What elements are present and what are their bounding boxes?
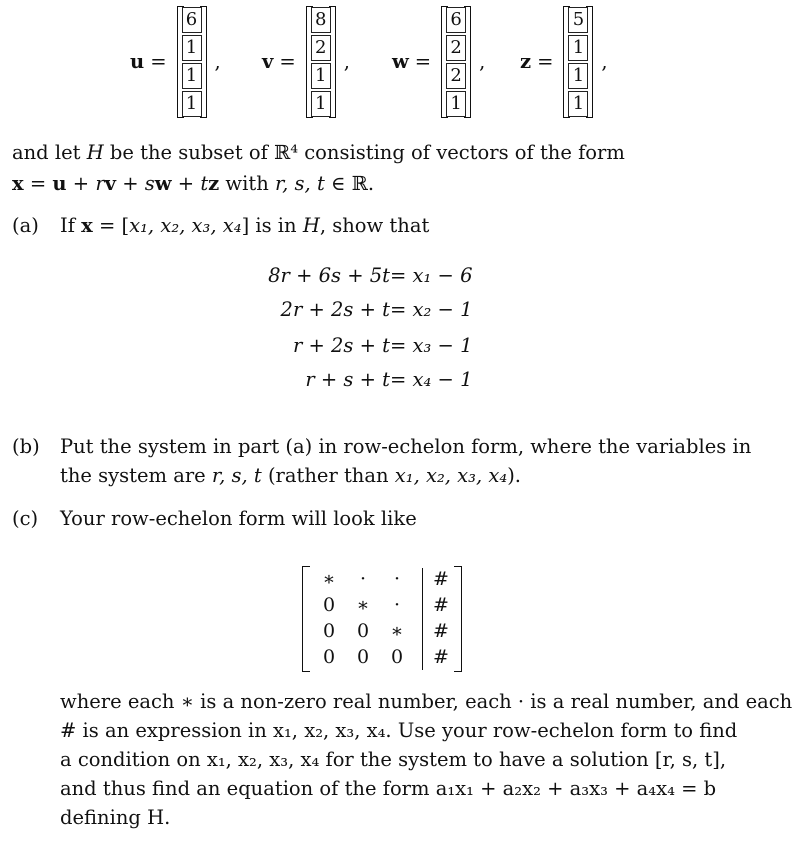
vector-w bbox=[392, 6, 485, 118]
equals-sign: = bbox=[279, 50, 296, 74]
vector-entry: 2 bbox=[446, 35, 466, 61]
part-c-para-line-4: and thus find an equation of the form a₁x₁ + a₂x₂ + a₃x₃ + a₄x₄ = b bbox=[60, 777, 717, 800]
part-a-text-span: If bbox=[60, 214, 82, 237]
matrix-cell: · bbox=[359, 568, 367, 590]
math-op: + bbox=[66, 172, 96, 195]
part-c-para-line-3: a condition on x₁, x₂, x₃, x₄ for the system to have a solution [r, s, t], bbox=[60, 748, 727, 771]
scalar: s bbox=[144, 172, 155, 195]
vector-symbol: x bbox=[81, 214, 93, 237]
matrix-cell: 0 bbox=[356, 646, 370, 668]
vector-entry: 1 bbox=[182, 63, 202, 89]
vector-name: u bbox=[130, 50, 145, 74]
vector-entry: 1 bbox=[568, 91, 588, 117]
variables: x₁, x₂, x₃, x₄ bbox=[129, 214, 242, 237]
part-c-line-1: Your row-echelon form will look like bbox=[60, 507, 417, 530]
equation-4 bbox=[260, 368, 510, 391]
equation-1 bbox=[260, 264, 510, 287]
vector-entry: 1 bbox=[311, 91, 331, 117]
matrix-cell: 0 bbox=[322, 594, 336, 616]
vector-entry: 1 bbox=[446, 91, 466, 117]
part-c-para-line-1: where each ∗ is a non-zero real number, each · is a real number, and each bbox=[60, 690, 793, 713]
intro-line-1 bbox=[12, 141, 625, 164]
intro-text: ∈ ℝ. bbox=[324, 172, 375, 195]
part-a-text-span: , show that bbox=[319, 214, 430, 237]
part-a-text bbox=[60, 214, 429, 237]
vector-entry: 2 bbox=[446, 63, 466, 89]
vector-symbol: z bbox=[208, 172, 220, 195]
math-op: = bbox=[23, 172, 53, 195]
matrix-cell: 0 bbox=[322, 620, 336, 642]
matrix-hash-cell: # bbox=[433, 568, 449, 590]
intro-text: with bbox=[219, 172, 275, 195]
matrix-cell: · bbox=[393, 568, 401, 590]
part-a-text-span: ] is in bbox=[241, 214, 303, 237]
vector-z bbox=[520, 6, 608, 118]
column-vector bbox=[177, 6, 207, 118]
set-symbol: H bbox=[302, 214, 320, 237]
vector-entry: 1 bbox=[182, 91, 202, 117]
matrix-hash-cell: # bbox=[433, 620, 449, 642]
column-vector bbox=[306, 6, 336, 118]
math-op: + bbox=[171, 172, 201, 195]
vector-entry: 1 bbox=[568, 63, 588, 89]
vector-u bbox=[130, 6, 221, 118]
part-c-para-line-2: # is an expression in x₁, x₂, x₃, x₄. Use your row-echelon form to find bbox=[60, 719, 738, 742]
equals-sign: = bbox=[537, 50, 554, 74]
scalar: r bbox=[95, 172, 105, 195]
equation-3 bbox=[260, 334, 510, 357]
matrix-row bbox=[312, 568, 414, 594]
column-vector bbox=[441, 6, 471, 118]
vector-symbol: v bbox=[104, 172, 116, 195]
vector-entry: 1 bbox=[568, 35, 588, 61]
variables: r, s, t bbox=[211, 464, 262, 487]
matrix-cell: 0 bbox=[390, 646, 404, 668]
part-a-label: (a) bbox=[12, 214, 39, 237]
vector-symbol: w bbox=[154, 172, 172, 195]
intro-line-2 bbox=[12, 172, 374, 195]
part-b-text: the system are bbox=[60, 464, 212, 487]
separator: , bbox=[601, 50, 608, 74]
vector-symbol: u bbox=[52, 172, 67, 195]
part-c-label: (c) bbox=[12, 507, 39, 530]
intro-text: be the subset of ℝ⁴ consisting of vectors of the form bbox=[103, 141, 625, 164]
equation-lhs: r + s + t bbox=[305, 368, 390, 391]
matrix-cell: ∗ bbox=[322, 568, 336, 590]
equation-lhs: r + 2s + t bbox=[292, 334, 390, 357]
vector-entry: 2 bbox=[311, 35, 331, 61]
vector-entry: 1 bbox=[182, 35, 202, 61]
vector-entry: 6 bbox=[446, 7, 466, 33]
equation-2 bbox=[260, 298, 510, 321]
vector-name: v bbox=[262, 50, 274, 74]
column-vector bbox=[563, 6, 593, 118]
matrix-row bbox=[312, 620, 414, 646]
left-bracket bbox=[302, 566, 310, 672]
matrix-row bbox=[312, 594, 414, 620]
matrix-cell: 0 bbox=[322, 646, 336, 668]
matrix-cell: · bbox=[393, 594, 401, 616]
part-b-line-1: Put the system in part (a) in row-echelon form, where the variables in bbox=[60, 435, 752, 458]
matrix-hash-cell: # bbox=[433, 594, 449, 616]
part-b-line-2 bbox=[60, 464, 521, 487]
separator: , bbox=[214, 50, 221, 74]
augment-separator bbox=[422, 568, 423, 670]
equation-rhs: = x₂ − 1 bbox=[390, 298, 473, 321]
vector-entry: 1 bbox=[311, 63, 331, 89]
matrix-cell: ∗ bbox=[356, 594, 370, 616]
vector-definitions bbox=[0, 6, 803, 118]
scalar: t bbox=[200, 172, 209, 195]
equals-sign: = bbox=[150, 50, 167, 74]
vector-symbol: x bbox=[12, 172, 24, 195]
part-b-text: (rather than bbox=[261, 464, 395, 487]
matrix-hash-cell: # bbox=[433, 646, 449, 668]
vector-entry: 5 bbox=[568, 7, 588, 33]
equation-rhs: = x₃ − 1 bbox=[390, 334, 473, 357]
matrix-cell: 0 bbox=[356, 620, 370, 642]
part-b-label: (b) bbox=[12, 435, 40, 458]
matrix-cell: ∗ bbox=[390, 620, 404, 642]
part-c-para-line-5: defining H. bbox=[60, 806, 171, 829]
equation-lhs: 2r + 2s + t bbox=[280, 298, 390, 321]
equation-rhs: = x₁ − 6 bbox=[390, 264, 473, 287]
vector-name: z bbox=[520, 50, 532, 74]
set-symbol: H bbox=[86, 141, 104, 164]
equation-rhs: = x₄ − 1 bbox=[390, 368, 473, 391]
vector-name: w bbox=[392, 50, 409, 74]
scalars: r, s, t bbox=[274, 172, 325, 195]
separator: , bbox=[343, 50, 350, 74]
separator: , bbox=[479, 50, 486, 74]
vector-entry: 8 bbox=[311, 7, 331, 33]
part-b-text: ). bbox=[507, 464, 522, 487]
variables: x₁, x₂, x₃, x₄ bbox=[394, 464, 508, 487]
intro-text: and let bbox=[12, 141, 87, 164]
vector-v bbox=[262, 6, 350, 118]
matrix-row bbox=[312, 646, 414, 672]
equals-sign: = bbox=[414, 50, 432, 74]
part-a-text-span: = [ bbox=[92, 214, 130, 237]
row-echelon-matrix bbox=[302, 566, 462, 672]
equation-lhs: 8r + 6s + 5t bbox=[268, 264, 390, 287]
math-op: + bbox=[116, 172, 145, 195]
vector-entry: 6 bbox=[182, 7, 202, 33]
